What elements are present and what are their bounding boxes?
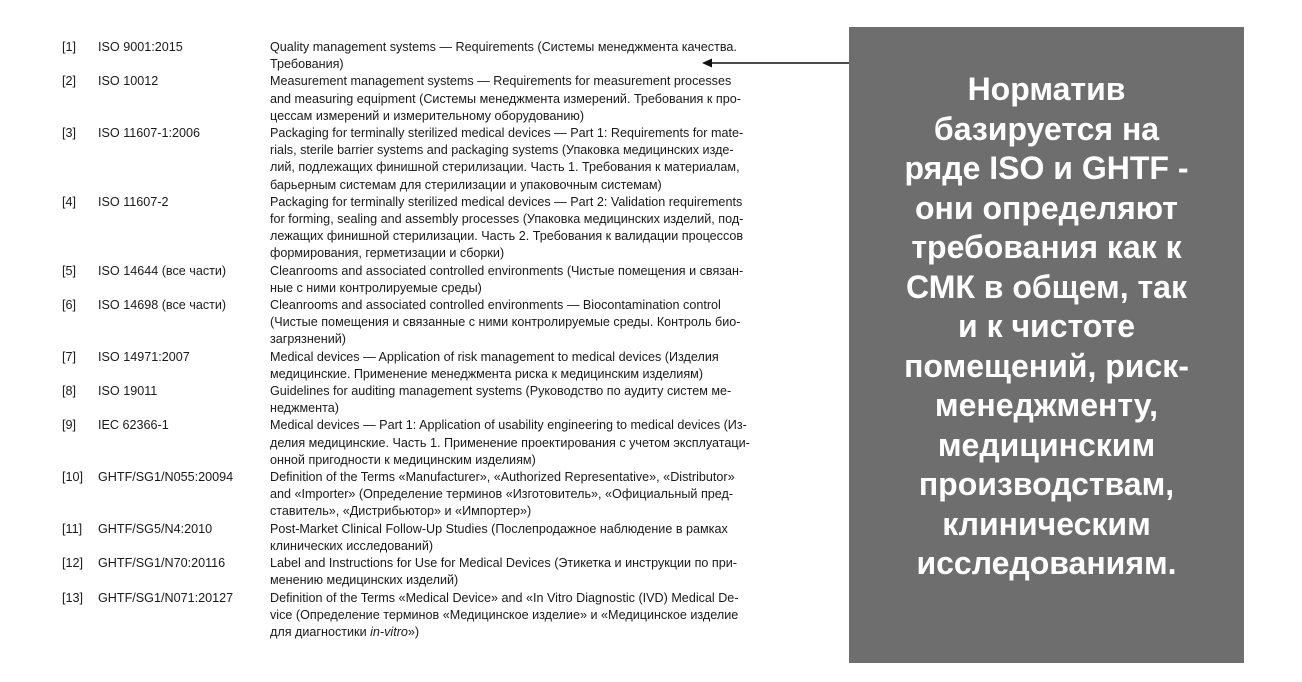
reference-code: ISO 9001:2015 [98, 40, 183, 54]
callout-line: базируется на [933, 110, 1160, 147]
reference-description-line: Measurement management systems — Requirements for measurement processes [270, 74, 732, 89]
reference-description-line: формирования, герметизации и сборки) [270, 246, 505, 261]
reference-description-line: неджмента) [270, 401, 339, 416]
reference-code: GHTF/SG1/N071:20127 [98, 590, 234, 605]
reference-code: GHTF/SG1/N70:20116 [98, 556, 226, 571]
reference-number: [1] [62, 40, 77, 54]
reference-description [270, 417, 792, 469]
reference-description-line: Packaging for terminally sterilized medical devices — Part 2: Validation requirements [270, 194, 743, 209]
reference-description-line: для диагностики in-vitro») [270, 624, 420, 639]
callout-line: исследованиям. [916, 545, 1177, 582]
reference-code: ISO 14971:2007 [98, 349, 190, 364]
reference-number: [9] [62, 418, 77, 433]
reference-description-line: делия медицинские. Часть 1. Применение проектирования с учетом эксплуатаци- [270, 435, 750, 450]
callout-line: менеджменту, [934, 387, 1159, 424]
reference-description-line: for forming, sealing and assembly processes (Упаковка медицинских изделий, под- [270, 212, 744, 227]
reference-description-line: Требования) [270, 57, 344, 72]
callout-line: они определяют [915, 189, 1178, 226]
callout-line: требования как к [911, 229, 1182, 266]
reference-row [62, 297, 792, 349]
reference-description-line: Definition of the Terms «Manufacturer», «Authorized Representative», «Distributor» [270, 470, 735, 485]
reference-description-line: Packaging for terminally sterilized medical devices — Part 1: Requirements for mate- [270, 126, 744, 141]
reference-description-line: rials, sterile barrier systems and packaging systems (Упаковка медицинских изде- [270, 143, 734, 158]
reference-row [62, 417, 792, 469]
reference-code: ISO 11607-1:2006 [98, 126, 200, 141]
reference-number: [3] [62, 126, 77, 141]
reference-description-line: ставитель», «Дистрибьютор» и «Импортер») [270, 504, 532, 519]
callout-box [849, 27, 1244, 663]
reference-description-line: цессам измерений и измерительному оборудованию) [270, 108, 585, 123]
reference-description-line: Cleanrooms and associated controlled environments — Biocontamination control [270, 298, 721, 313]
reference-description-line: менению медицинских изделий) [270, 573, 459, 588]
reference-description-line: медицинские. Применение менеджмента риска к медицинским изделиям) [270, 366, 704, 381]
reference-code: GHTF/SG5/N4:2010 [98, 521, 213, 536]
reference-description-line: лежащих финишной стерилизации. Часть 2. Требования к валидации процессов [270, 229, 744, 244]
reference-list [62, 39, 792, 641]
reference-description-line: Post-Market Clinical Follow-Up Studies (Послепродажное наблюдение в рамках [270, 521, 728, 536]
reference-description-line: лий, подлежащих финишной стерилизации. Часть 1. Требования к материалам, [270, 160, 740, 175]
reference-row [62, 125, 792, 194]
reference-code: ISO 11607-2 [98, 194, 169, 209]
reference-description [270, 555, 792, 589]
reference-code: ISO 14644 (все части) [98, 263, 227, 278]
reference-row [62, 521, 792, 555]
callout-line: помещений, риск- [904, 347, 1189, 384]
reference-number: [6] [62, 298, 77, 313]
reference-description-line: Guidelines for auditing management systems (Руководство по аудиту систем ме- [270, 384, 732, 399]
reference-description-line: Medical devices — Part 1: Application of usability engineering to medical devices (Из- [270, 418, 747, 433]
reference-row [62, 39, 792, 73]
reference-description [270, 194, 792, 263]
reference-description-line: ные с ними контролируемые среды) [270, 280, 482, 295]
reference-description [270, 469, 792, 521]
reference-description-line: and measuring equipment (Системы менеджмента измерений. Требования к про- [270, 91, 741, 106]
reference-description [270, 73, 792, 125]
reference-number: [12] [62, 556, 84, 571]
reference-description-line: Medical devices — Application of risk management to medical devices (Изделия [270, 349, 719, 364]
reference-row [62, 383, 792, 417]
callout-line: ряде ISO и GHTF - [904, 150, 1189, 187]
callout-text [904, 70, 1189, 584]
reference-number: [13] [62, 590, 84, 605]
reference-description-line: барьерным системам для стерилизации и упаковочным системам) [270, 177, 662, 192]
reference-description-line: and «Importer» (Определение терминов «Изготовитель», «Официальный пред- [270, 487, 734, 502]
reference-description-line: Label and Instructions for Use for Medical Devices (Этикетка и инструкции по при- [270, 556, 737, 571]
reference-description-line: клинических исследований) [270, 538, 434, 553]
reference-number: [7] [62, 349, 77, 364]
reference-description [270, 125, 792, 194]
reference-number: [8] [62, 384, 77, 399]
reference-description [270, 590, 792, 642]
reference-description-line: vice (Определение терминов «Медицинское изделие» и «Медицинское изделие [270, 607, 739, 622]
callout-line: производствам, [918, 466, 1175, 503]
reference-row [62, 73, 792, 125]
reference-number: [11] [62, 521, 83, 536]
callout-line: и к чистоте [958, 308, 1135, 345]
callout-line: СМК в общем, так [906, 268, 1187, 305]
reference-description-line: онной пригодности к медицинским изделиям) [270, 452, 536, 467]
reference-description [270, 349, 792, 383]
callout-line: Норматив [967, 71, 1126, 108]
reference-description [270, 263, 792, 297]
reference-code: ISO 19011 [98, 384, 158, 399]
reference-description [270, 383, 792, 417]
reference-row [62, 555, 792, 589]
reference-description-line: Cleanrooms and associated controlled environments (Чистые помещения и связан- [270, 263, 744, 278]
reference-row [62, 590, 792, 642]
reference-number: [5] [62, 263, 77, 278]
reference-code: ISO 10012 [98, 74, 159, 89]
reference-number: [2] [62, 74, 77, 89]
reference-row [62, 469, 792, 521]
reference-number: [4] [62, 194, 77, 209]
reference-code: GHTF/SG1/N055:20094 [98, 470, 234, 485]
reference-description [270, 297, 792, 349]
reference-description-line: Quality management systems — Requirements (Системы менеджмента качества. [270, 40, 737, 54]
reference-row [62, 194, 792, 263]
reference-number: [10] [62, 470, 84, 485]
reference-description [270, 521, 792, 555]
reference-description-line: загрязнений) [270, 332, 347, 347]
reference-code: ISO 14698 (все части) [98, 298, 227, 313]
reference-code: IEC 62366-1 [98, 418, 169, 433]
callout-line: клиническим [942, 505, 1151, 542]
reference-description-line: (Чистые помещения и связанные с ними контролируемые среды. Контроль био- [270, 315, 741, 330]
reference-row [62, 263, 792, 297]
reference-row [62, 349, 792, 383]
callout-line: медицинским [937, 426, 1156, 463]
reference-description-line: Definition of the Terms «Medical Device» and «In Vitro Diagnostic (IVD) Medical De- [270, 590, 739, 605]
